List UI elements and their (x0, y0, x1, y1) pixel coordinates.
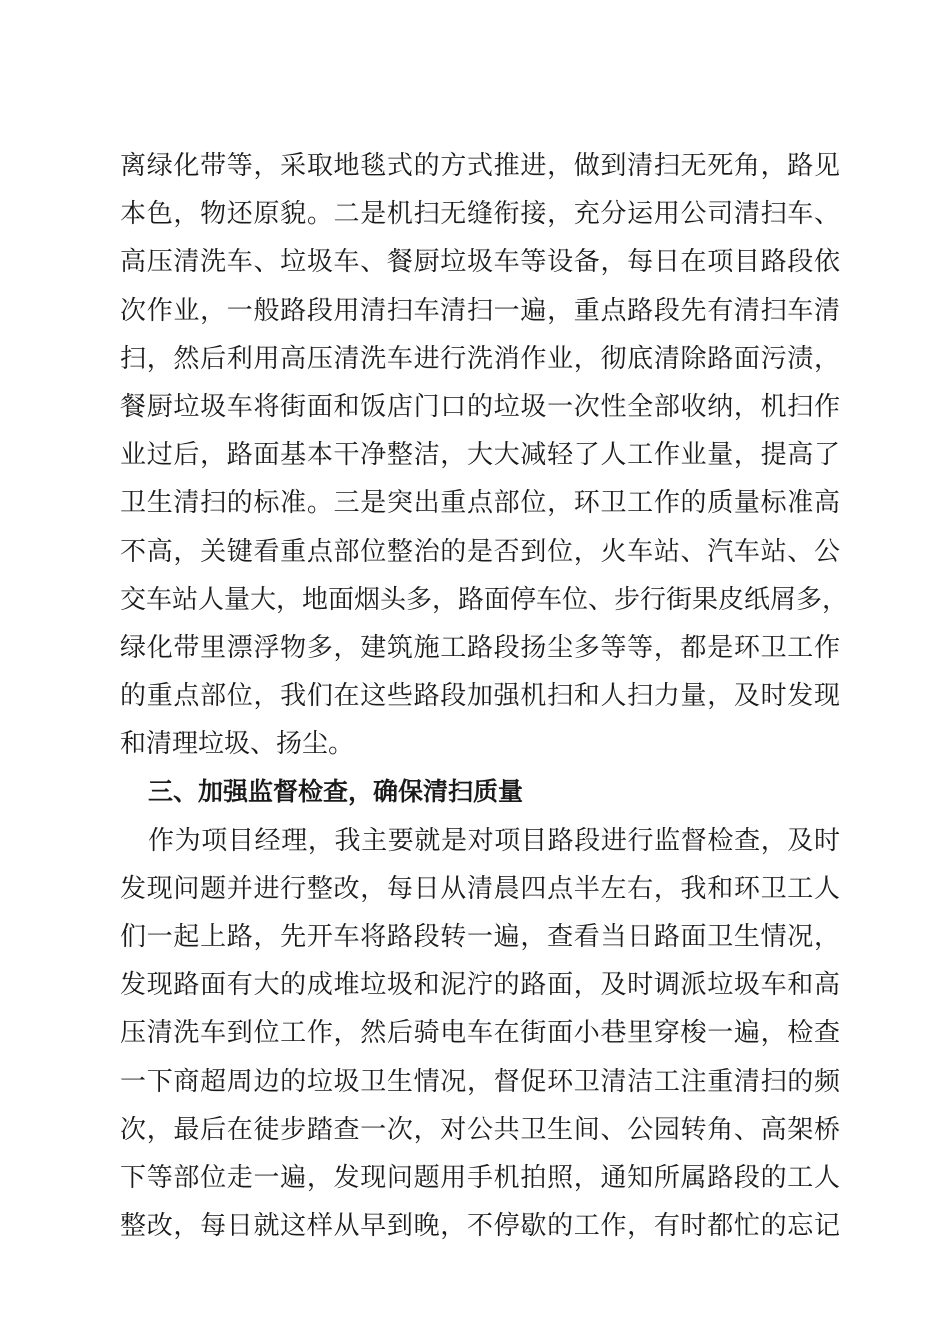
paragraph-line: 一下商超周边的垃圾卫生情况，督促环卫清洁工注重清扫的频 (120, 1066, 840, 1097)
paragraph-line: 压清洗车到位工作，然后骑电车在街面小巷里穿梭一遍，检查 (120, 1018, 840, 1049)
paragraph-line: 绿化带里漂浮物多，建筑施工路段扬尘多等等，都是环卫工作 (120, 632, 840, 663)
paragraph-line: 发现路面有大的成堆垃圾和泥泞的路面，及时调派垃圾车和高 (120, 970, 840, 1001)
paragraph-line: 本色，物还原貌。二是机扫无缝衔接，充分运用公司清扫车、 (120, 199, 840, 230)
paragraph-line-last: 和清理垃圾、扬尘。 (120, 729, 355, 760)
paragraph-line: 次作业，一般路段用清扫车清扫一遍，重点路段先有清扫车清 (120, 295, 840, 326)
paragraph-line: 不高，关键看重点部位整治的是否到位，火车站、汽车站、公 (120, 536, 840, 567)
paragraph-line: 发现问题并进行整改，每日从清晨四点半左右，我和环卫工人 (120, 873, 840, 904)
paragraph-line: 业过后，路面基本干净整洁，大大减轻了人工作业量，提高了 (120, 440, 840, 471)
paragraph-line-first: 作为项目经理，我主要就是对项目路段进行监督检查，及时 (148, 825, 840, 856)
paragraph-line: 高压清洗车、垃圾车、餐厨垃圾车等设备，每日在项目路段依 (120, 247, 840, 278)
paragraph-line: 离绿化带等，采取地毯式的方式推进，做到清扫无死角，路见 (120, 151, 840, 181)
document-body (120, 142, 849, 1250)
paragraph-line: 次，最后在徒步踏查一次，对公共卫生间、公园转角、高架桥 (120, 1114, 840, 1145)
paragraph-line: 整改，每日就这样从早到晚，不停歇的工作，有时都忙的忘记 (120, 1211, 840, 1242)
paragraph-supervision (120, 817, 840, 1251)
paragraph-line: 卫生清扫的标准。三是突出重点部位，环卫工作的质量标准高 (120, 488, 840, 519)
paragraph-cleaning-measures (120, 142, 849, 768)
section-heading: 三、加强监督检查，确保清扫质量 (148, 777, 524, 807)
paragraph-line: 扫，然后利用高压清洗车进行洗消作业，彻底清除路面污渍， (120, 343, 840, 374)
paragraph-line: 的重点部位，我们在这些路段加强机扫和人扫力量，及时发现 (120, 681, 840, 712)
paragraph-line: 下等部位走一遍，发现问题用手机拍照，通知所属路段的工人 (120, 1162, 840, 1193)
paragraph-line: 交车站人量大，地面烟头多，路面停车位、步行街果皮纸屑多， (120, 584, 849, 615)
paragraph-line: 们一起上路，先开车将路段转一遍，查看当日路面卫生情况， (120, 922, 840, 952)
paragraph-line: 餐厨垃圾车将街面和饭店门口的垃圾一次性全部收纳，机扫作 (120, 391, 840, 422)
